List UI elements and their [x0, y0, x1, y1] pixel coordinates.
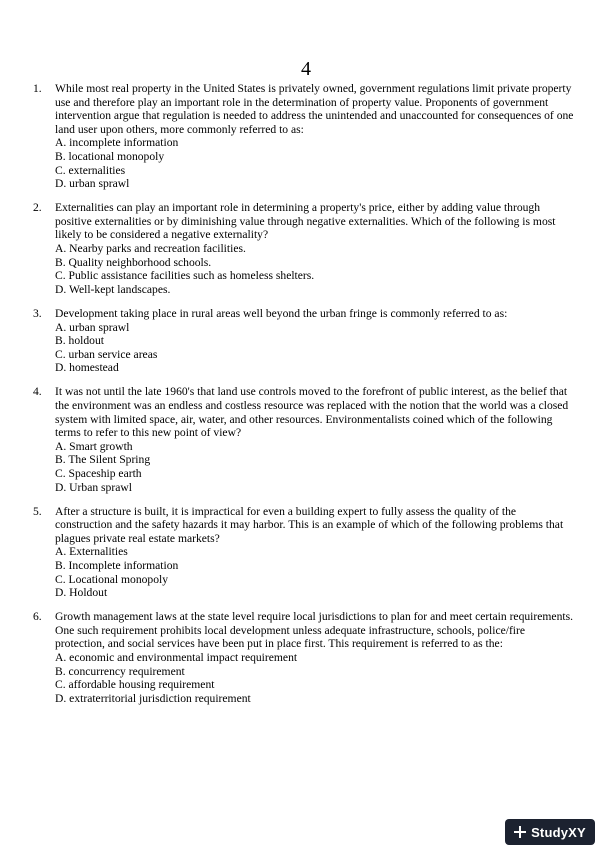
question-number: 2. — [33, 201, 42, 215]
answer-options — [55, 136, 574, 190]
question-2 — [0, 201, 612, 296]
answer-option-b: B. Quality neighborhood schools. — [55, 255, 212, 269]
question-text: Development taking place in rural areas well beyond the urban fringe is commonly referred to as: — [55, 306, 508, 320]
answer-option-b: B. holdout — [55, 334, 104, 348]
question-6 — [0, 610, 612, 705]
studyxy-brand-badge[interactable] — [505, 819, 595, 845]
answer-option-a: A. incomplete information — [55, 136, 179, 150]
answer-option-c: C. urban service areas — [55, 347, 158, 361]
question-text: Growth management laws at the state level require local jurisdictions to plan for and meet certain requirements. One such requirement prohibits local development unless adequate infrastructure, schools, police/fire protection, and social services have been put in place first. This requirement is referred to as the: — [55, 610, 573, 651]
answer-option-c: C. Locational monopoly — [55, 572, 169, 586]
answer-options — [55, 651, 574, 705]
question-3 — [0, 307, 612, 375]
answer-option-b: B. concurrency requirement — [55, 664, 185, 678]
question-5 — [0, 505, 612, 600]
answer-option-b: B. Incomplete information — [55, 559, 179, 572]
answer-options — [55, 242, 574, 296]
answer-option-c: C. externalities — [55, 163, 126, 177]
page-number: 4 — [301, 58, 311, 80]
answer-option-d: D. homestead — [55, 361, 119, 375]
answer-option-b: B. The Silent Spring — [55, 453, 151, 467]
answer-option-d: D. Urban sprawl — [55, 480, 132, 494]
answer-option-a: A. economic and environmental impact requirement — [55, 651, 298, 665]
question-text: While most real property in the United States is privately owned, government regulations limit private property use and therefore play an important role in the determination of property value. Proponents of government intervention argue that regulation is needed to address the unintended and unaccounted for consequences of one land user upon others, more commonly referred to as: — [55, 82, 574, 136]
answer-options — [55, 545, 574, 599]
answer-option-d: D. extraterritorial jurisdiction requirement — [55, 691, 251, 705]
answer-options — [55, 440, 574, 494]
question-4 — [0, 385, 612, 494]
answer-option-a: A. Smart growth — [55, 439, 133, 453]
brand-label: StudyXY — [531, 824, 586, 840]
answer-option-a: A. urban sprawl — [55, 320, 130, 334]
answer-option-a: A. Externalities — [55, 545, 128, 559]
answer-option-c: C. Public assistance facilities such as homeless shelters. — [55, 269, 315, 283]
answer-option-c: C. Spaceship earth — [55, 466, 142, 480]
plus-icon — [514, 826, 526, 838]
question-number: 6. — [33, 610, 42, 624]
question-number: 3. — [33, 306, 42, 320]
answer-options — [55, 321, 574, 375]
question-text: It was not until the late 1960's that land use controls moved to the forefront of public interest, as the belief that the environment was an endless and costless resource was replaced with the notion that the world was a closed system with limited space, air, water, and other resources. Environmentalists coined which of the following terms to refer to this new point of view? — [55, 385, 569, 440]
answer-option-c: C. affordable housing requirement — [55, 678, 215, 692]
question-1 — [0, 82, 612, 191]
question-number: 4. — [33, 385, 42, 399]
question-list — [0, 82, 612, 716]
answer-option-b: B. locational monopoly — [55, 149, 165, 163]
answer-option-d: D. Well-kept landscapes. — [55, 282, 171, 296]
answer-option-d: D. Holdout — [55, 586, 108, 600]
question-text: After a structure is built, it is impractical for even a building expert to fully assess the quality of the construction and the safety hazards it may harbor. This is an example of which of the following problems that plagues private real estate markets? — [55, 504, 564, 545]
question-number: 5. — [33, 504, 42, 518]
answer-option-a: A. Nearby parks and recreation facilities. — [55, 242, 246, 256]
question-number: 1. — [33, 82, 42, 95]
question-text: Externalities can play an important role in determining a property's price, either by adding value through positive externalities or by diminishing value through negative externalities. Which of the following is most likely to be considered a negative externality? — [55, 201, 556, 242]
answer-option-d: D. urban sprawl — [55, 177, 130, 191]
